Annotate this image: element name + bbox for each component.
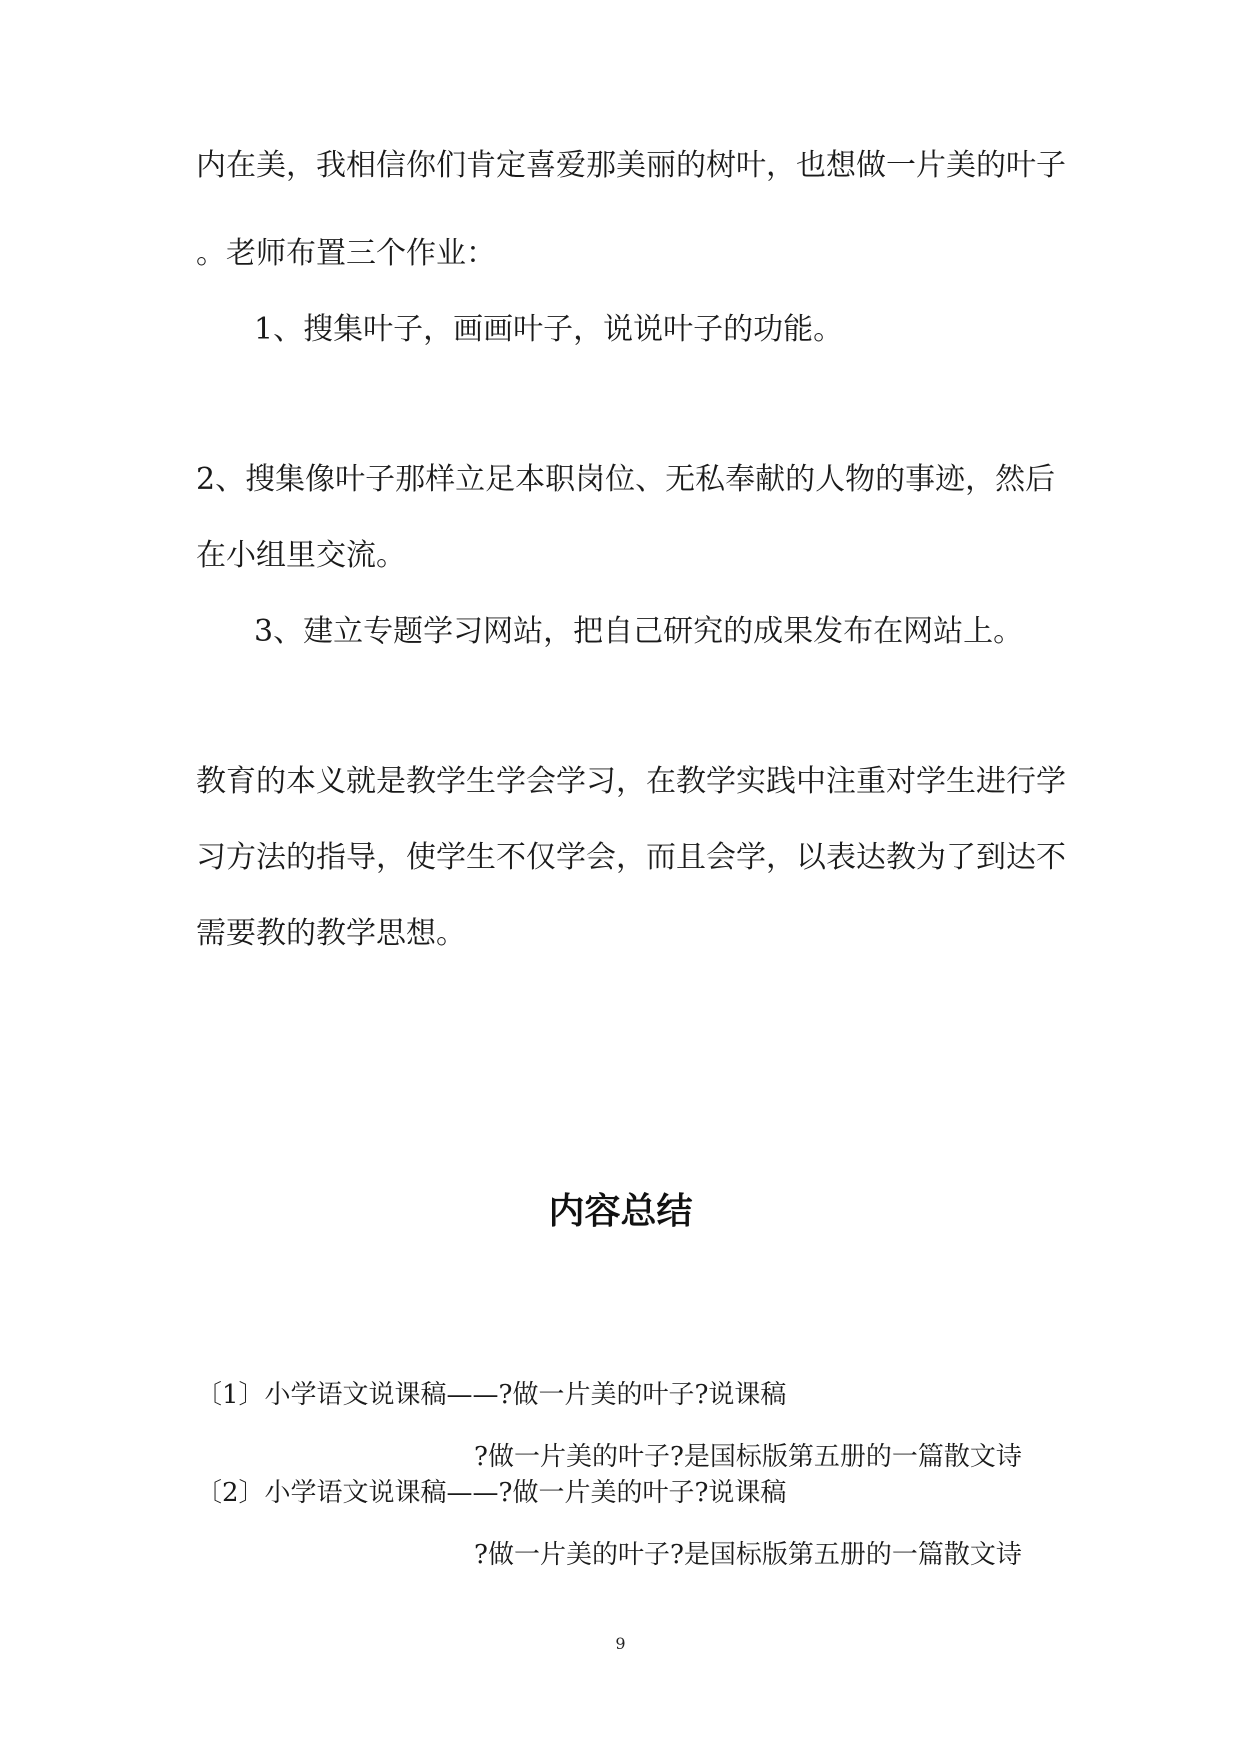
conclusion-line-1: 教育的本义就是教学生学会学习，在教学实践中注重对学生进行学 — [196, 764, 1066, 799]
summary-item-2-detail: ?做一片美的叶子?是国标版第五册的一篇散文诗 — [474, 1540, 1022, 1570]
summary-heading: 内容总结 — [548, 1191, 693, 1232]
summary-item-1-detail: ?做一片美的叶子?是国标版第五册的一篇散文诗 — [474, 1442, 1022, 1472]
summary-item-2-label: 〔2〕小学语文说课稿——?做一片美的叶子?说课稿 — [196, 1478, 787, 1508]
body-line-1: 内在美，我相信你们肯定喜爱那美丽的树叶，也想做一片美的叶子 — [196, 148, 1066, 183]
conclusion-line-3: 需要教的教学思想。 — [196, 916, 466, 951]
conclusion-line-2: 习方法的指导，使学生不仅学会，而且会学，以表达教为了到达不 — [196, 840, 1066, 875]
body-line-2: 。老师布置三个作业： — [196, 236, 496, 271]
summary-item-1-label: 〔1〕小学语文说课稿——?做一片美的叶子?说课稿 — [196, 1380, 787, 1410]
assignment-item-2-continued: 在小组里交流。 — [196, 538, 406, 573]
assignment-item-1: 1、搜集叶子，画画叶子，说说叶子的功能。 — [254, 312, 844, 347]
assignment-item-3: 3、建立专题学习网站，把自己研究的成果发布在网站上。 — [254, 614, 1024, 649]
page-number: 9 — [615, 1634, 626, 1653]
assignment-item-2: 2、搜集像叶子那样立足本职岗位、无私奉献的人物的事迹，然后 — [196, 462, 1056, 497]
